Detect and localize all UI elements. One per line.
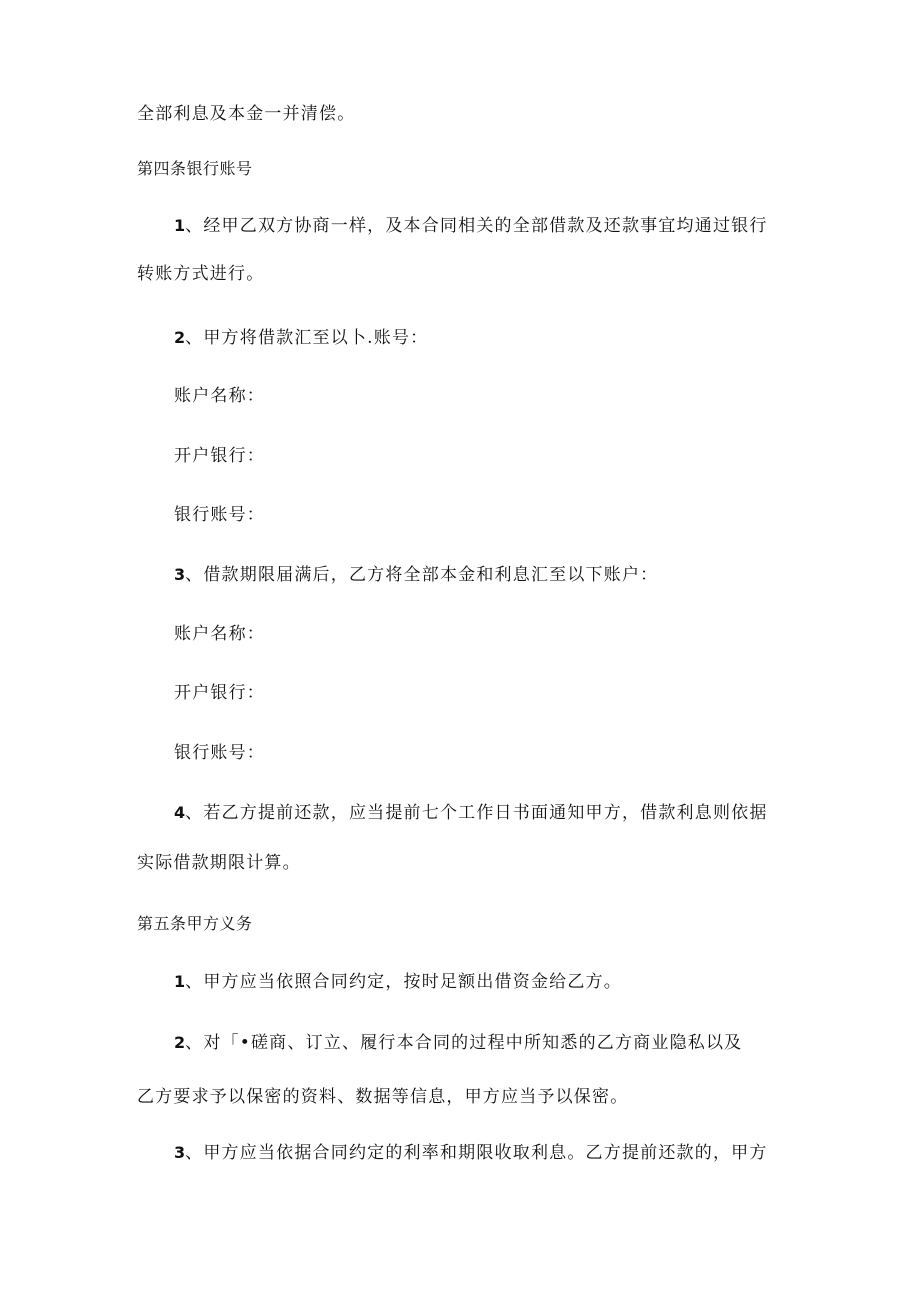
account-number-label-1: 银行账号： xyxy=(174,505,265,525)
account-number-label-2: 银行账号： xyxy=(174,743,265,763)
clause-4-4-line-1: 4、若乙方提前还款，应当提前七个工作日书面通知甲方，借款利息则依据 xyxy=(174,803,768,823)
clause-number: 3 xyxy=(174,1143,186,1162)
bank-label-2: 开户银行： xyxy=(174,683,265,703)
clause-4-4-line-2: 实际借款期限计算。 xyxy=(137,853,301,873)
paragraph-continuation: 全部利息及本金一并清偿。 xyxy=(137,104,356,124)
clause-number: 1 xyxy=(174,972,186,991)
clause-4-3: 3、借款期限届满后，乙方将全部本金和利息汇至以下账户： xyxy=(174,565,659,585)
clause-number: 1 xyxy=(174,216,186,235)
clause-5-2-line-2: 乙方要求予以保密的资料、数据等信息，甲方应当予以保密。 xyxy=(137,1087,629,1107)
clause-5-3-line-1: 3、甲方应当依据合同约定的利率和期限收取利息。乙方提前还款的，甲方 xyxy=(174,1143,768,1163)
account-name-label-2: 账户名称： xyxy=(174,624,265,644)
clause-number: 4 xyxy=(174,803,186,822)
clause-4-1-line-1: 1、经甲乙双方协商一样，及本合同相关的全部借款及还款事宜均通过银行 xyxy=(174,216,768,236)
clause-5-1: 1、甲方应当依照合同约定，按时足额出借资金给乙方。 xyxy=(174,972,622,992)
bank-label-1: 开户银行： xyxy=(174,446,265,466)
clause-4-2: 2、甲方将借款汇至以卜.账号： xyxy=(174,328,429,348)
clause-number: 2 xyxy=(174,1033,186,1052)
section-heading-article-4: 第四条银行账号 xyxy=(137,159,253,178)
clause-5-2-line-1: 2、对「•磋商、订立、履行本合同的过程中所知悉的乙方商业隐私以及 xyxy=(174,1033,743,1053)
section-heading-article-5: 第五条甲方义务 xyxy=(137,914,253,933)
clause-number: 3 xyxy=(174,565,186,584)
clause-number: 2 xyxy=(174,328,186,347)
account-name-label-1: 账户名称： xyxy=(174,386,265,406)
clause-4-1-line-2: 转账方式进行。 xyxy=(137,264,265,284)
